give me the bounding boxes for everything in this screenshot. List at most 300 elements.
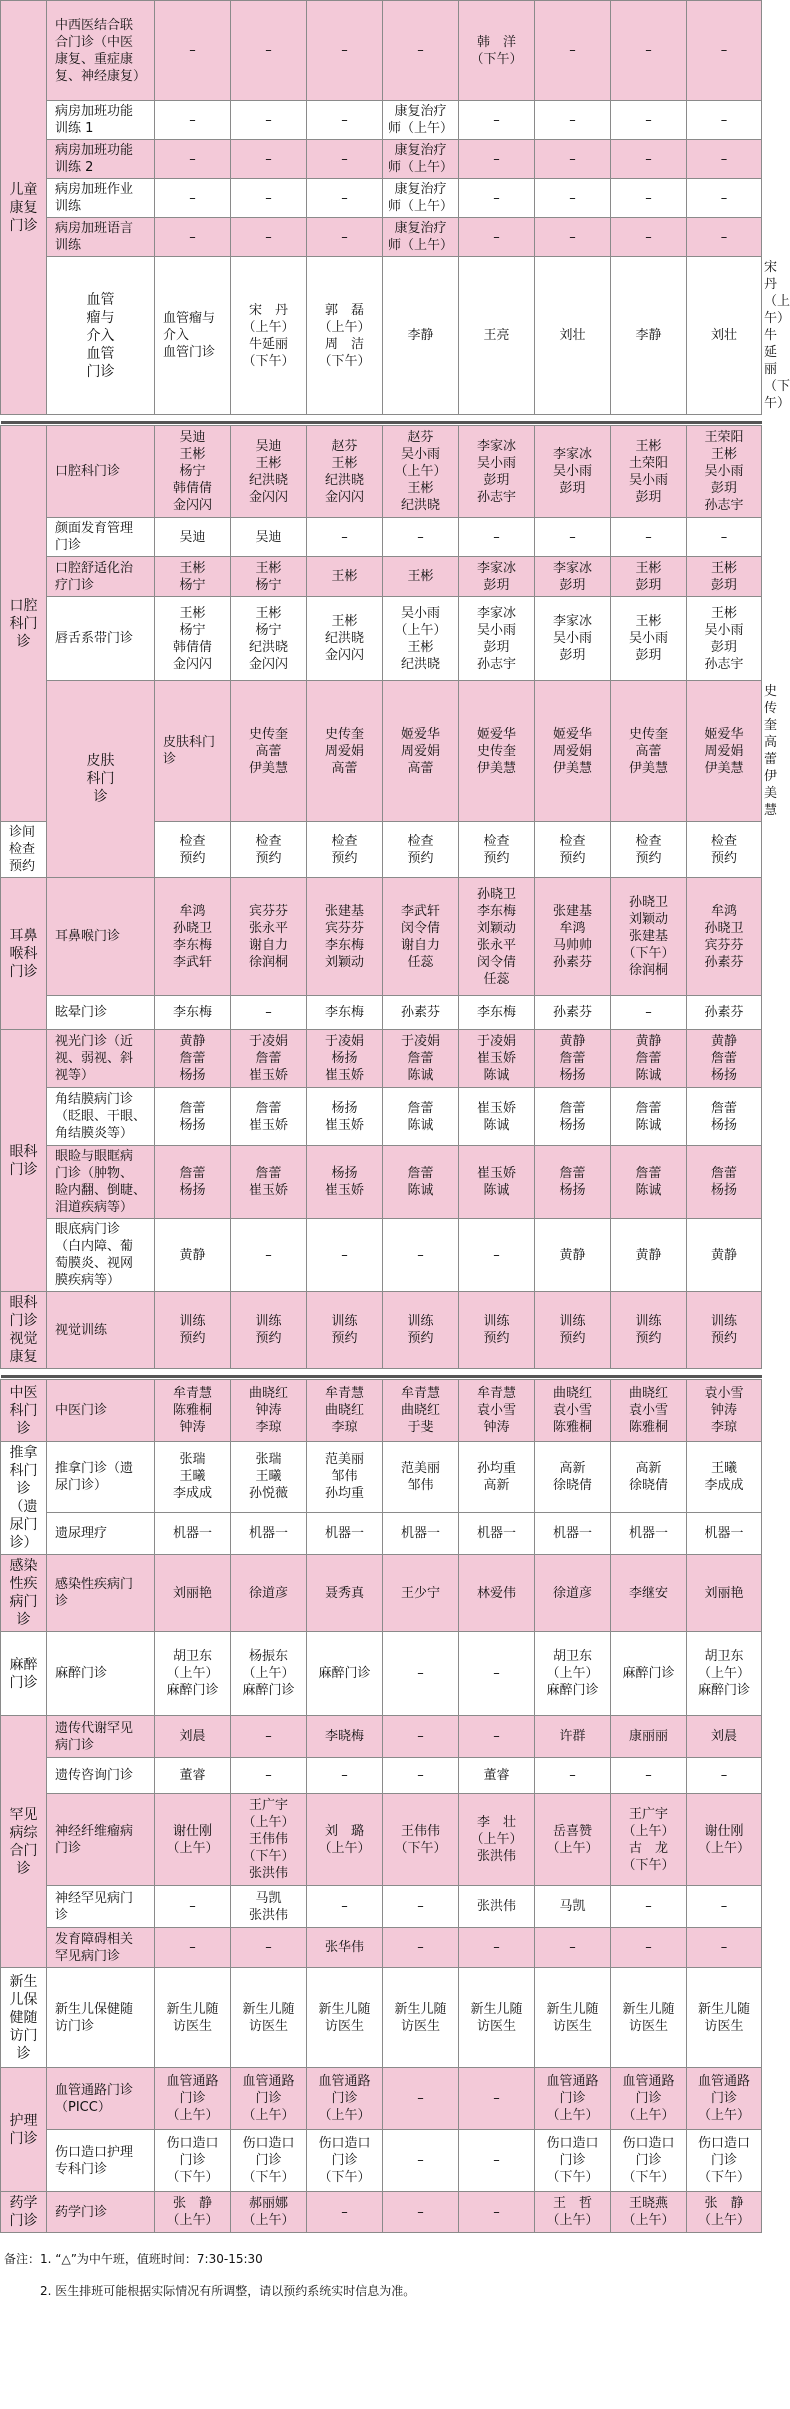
- clinic-name-cell: 口腔科门诊: [47, 426, 155, 518]
- schedule-row: [1, 1632, 762, 1716]
- schedule-cell: –: [231, 1, 307, 101]
- schedule-cell: –: [383, 1, 459, 101]
- schedule-cell: 伤口造口 门诊 （下午）: [687, 2130, 762, 2192]
- schedule-cell: –: [535, 101, 611, 140]
- schedule-cell: 新生儿随 访医生: [687, 1968, 762, 2068]
- schedule-cell: 范美丽 邹伟: [383, 1442, 459, 1513]
- schedule-cell: 史传奎 高蕾 伊美慧: [611, 681, 687, 822]
- schedule-cell: 机器一: [155, 1512, 231, 1554]
- schedule-cell: –: [535, 518, 611, 557]
- schedule-cell: 詹蕾 陈诚: [611, 1088, 687, 1146]
- schedule-cell: –: [155, 218, 231, 257]
- schedule-cell: 吴迪 王彬 杨宁 韩倩倩 金闪闪: [155, 426, 231, 518]
- clinic-name-cell: 神经罕见病门 诊: [47, 1886, 155, 1928]
- schedule-cell: 于凌娟 杨扬 崔玉娇: [307, 1030, 383, 1088]
- schedule-cell: 孙晓卫 刘颖动 张建基 （下午） 徐润桐: [611, 878, 687, 996]
- schedule-cell: 马凯 张洪伟: [231, 1886, 307, 1928]
- schedule-cell: 李家冰 彭玥: [535, 557, 611, 597]
- schedule-cell: 胡卫东 （上午） 麻醉门诊: [155, 1632, 231, 1716]
- schedule-cell: –: [231, 179, 307, 218]
- schedule-cell: –: [307, 1, 383, 101]
- schedule-cell: 牟青慧 曲晓红 于斐: [383, 1380, 459, 1442]
- schedule-cell: 于凌娟 崔玉娇 陈诚: [459, 1030, 535, 1088]
- schedule-cell: 张瑞 王曦 孙悦薇: [231, 1442, 307, 1513]
- schedule-cell: 训练 预约: [687, 1292, 762, 1369]
- schedule-cell: –: [459, 2130, 535, 2192]
- schedule-row: [1, 1088, 762, 1146]
- schedule-cell: –: [687, 179, 762, 218]
- schedule-row: [1, 1380, 762, 1442]
- schedule-cell: 孙素芬: [535, 996, 611, 1030]
- schedule-cell: –: [687, 1, 762, 101]
- schedule-cell: 袁小雪 钟涛 李琼: [687, 1380, 762, 1442]
- schedule-cell: –: [611, 218, 687, 257]
- schedule-cell: 血管通路 门诊 （上午）: [535, 2068, 611, 2130]
- schedule-cell: –: [231, 1758, 307, 1794]
- schedule-cell: 史传奎 周爱娟 高蕾: [307, 681, 383, 822]
- section-separator: [1, 415, 762, 426]
- schedule-cell: –: [383, 2130, 459, 2192]
- schedule-cell: 徐道彦: [231, 1555, 307, 1632]
- schedule-cell: –: [459, 179, 535, 218]
- schedule-cell: –: [231, 1219, 307, 1292]
- schedule-cell: 李家冰 吴小雨 彭玥 孙志宇: [459, 426, 535, 518]
- schedule-cell: –: [383, 2068, 459, 2130]
- schedule-cell: 牟青慧 袁小雪 钟涛: [459, 1380, 535, 1442]
- schedule-cell: 高新 徐晓倩: [611, 1442, 687, 1513]
- schedule-cell: 黄静: [535, 1219, 611, 1292]
- schedule-cell: 麻醉门诊: [307, 1632, 383, 1716]
- clinic-name-cell: 病房加班功能 训练 1: [47, 101, 155, 140]
- schedule-cell: 郝丽娜 （上午）: [231, 2192, 307, 2233]
- schedule-cell: –: [611, 140, 687, 179]
- clinic-name-cell: 眼睑与眼眶病 门诊（肿物、 睑内翻、倒睫、 泪道疾病等）: [47, 1146, 155, 1219]
- schedule-cell: 董睿: [155, 1758, 231, 1794]
- schedule-cell: 张 静 （上午）: [155, 2192, 231, 2233]
- schedule-cell: –: [459, 101, 535, 140]
- schedule-cell: 伤口造口 门诊 （下午）: [535, 2130, 611, 2192]
- schedule-cell: 新生儿随 访医生: [535, 1968, 611, 2068]
- clinic-name-cell: 病房加班作业 训练: [47, 179, 155, 218]
- schedule-row: [1, 597, 762, 681]
- schedule-cell: –: [459, 2068, 535, 2130]
- schedule-cell: 聂秀真: [307, 1555, 383, 1632]
- schedule-cell: –: [383, 1219, 459, 1292]
- schedule-cell: –: [383, 1928, 459, 1968]
- schedule-cell: 李 壮 （上午） 张洪伟: [459, 1794, 535, 1886]
- schedule-row: [1, 557, 762, 597]
- footnote-2: 2. 医生排班可能根据实际情况有所调整，请以预约系统实时信息为准。: [40, 2284, 416, 2298]
- schedule-row: 皮肤 科门 诊 皮肤科门诊 史传奎 高蕾 伊美慧 史传奎 周爱娟 高蕾 姬爱华 周爱娟 高蕾 姬爱华 史传奎 伊美慧 姬爱华 周爱娟 伊美慧 史传奎 高蕾 伊美慧 姬爱华 周爱娟 伊美慧 史传奎 高蕾 伊美慧: [1, 681, 762, 822]
- schedule-row: [1, 1, 762, 101]
- section-separator: [1, 1369, 762, 1380]
- schedule-cell: 谢仕刚 （上午）: [155, 1794, 231, 1886]
- schedule-row: [1, 1716, 762, 1758]
- schedule-cell: 康复治疗 师（上午）: [383, 140, 459, 179]
- schedule-cell: 詹蕾 杨扬: [155, 1088, 231, 1146]
- schedule-cell: 刘晨: [687, 1716, 762, 1758]
- schedule-row: [1, 878, 762, 996]
- schedule-cell: 王彬 吴小雨 彭玥 孙志宇: [687, 597, 762, 681]
- schedule-cell: –: [687, 1886, 762, 1928]
- schedule-cell: 新生儿随 访医生: [459, 1968, 535, 2068]
- schedule-cell: 刘丽艳: [687, 1555, 762, 1632]
- schedule-cell: 孙均重 高新: [459, 1442, 535, 1513]
- schedule-cell: 李晓梅: [307, 1716, 383, 1758]
- clinic-name-cell: 遗传咨询门诊: [47, 1758, 155, 1794]
- schedule-cell: 姬爱华 周爱娟 高蕾: [383, 681, 459, 822]
- schedule-cell: 王荣阳 王彬 吴小雨 彭玥 孙志宇: [687, 426, 762, 518]
- schedule-cell: –: [611, 179, 687, 218]
- schedule-cell: 詹蕾 杨扬: [535, 1088, 611, 1146]
- schedule-cell: –: [611, 1, 687, 101]
- clinic-name-cell: 眩晕门诊: [47, 996, 155, 1030]
- schedule-cell: 刘壮: [687, 257, 762, 415]
- schedule-row: [1, 1886, 762, 1928]
- department-cell: 眼科 门诊 视觉 康复: [1, 1292, 47, 1369]
- schedule-row: [1, 2192, 762, 2233]
- schedule-cell: 姬爱华 周爱娟 伊美慧: [687, 681, 762, 822]
- schedule-cell: 机器一: [307, 1512, 383, 1554]
- schedule-cell: 王彬: [307, 557, 383, 597]
- schedule-cell: 曲晓红 袁小雪 陈雅桐: [535, 1380, 611, 1442]
- schedule-cell: 胡卫东 （上午） 麻醉门诊: [535, 1632, 611, 1716]
- schedule-cell: –: [231, 1928, 307, 1968]
- schedule-cell: 黄静 詹蕾 杨扬: [155, 1030, 231, 1088]
- schedule-cell: 训练 预约: [307, 1292, 383, 1369]
- clinic-name-cell: 中医门诊: [47, 1380, 155, 1442]
- schedule-cell: 机器一: [231, 1512, 307, 1554]
- schedule-row: [1, 1030, 762, 1088]
- clinic-name-cell: 唇舌系带门诊: [47, 597, 155, 681]
- clinic-name-cell: 神经纤维瘤病 门诊: [47, 1794, 155, 1886]
- schedule-cell: –: [687, 1758, 762, 1794]
- schedule-cell: 史传奎 高蕾 伊美慧: [231, 681, 307, 822]
- schedule-cell: –: [611, 1886, 687, 1928]
- schedule-row: [1, 218, 762, 257]
- schedule-cell: –: [155, 1, 231, 101]
- schedule-cell: 詹蕾 陈诚: [611, 1146, 687, 1219]
- schedule-row: [1, 1758, 762, 1794]
- schedule-cell: –: [611, 996, 687, 1030]
- schedule-cell: –: [307, 518, 383, 557]
- schedule-cell: 范美丽 邹伟 孙均重: [307, 1442, 383, 1513]
- schedule-cell: –: [687, 101, 762, 140]
- schedule-cell: 林爱伟: [459, 1555, 535, 1632]
- department-cell: 皮肤 科门 诊: [47, 681, 155, 878]
- schedule-cell: 刘晨: [155, 1716, 231, 1758]
- department-cell: 儿童 康复 门诊: [1, 1, 47, 415]
- schedule-cell: –: [459, 140, 535, 179]
- schedule-cell: –: [611, 101, 687, 140]
- schedule-cell: –: [307, 1758, 383, 1794]
- schedule-row: [1, 1928, 762, 1968]
- schedule-cell: 王广宇 （上午） 王伟伟 （下午） 张洪伟: [231, 1794, 307, 1886]
- schedule-row: [1, 1968, 762, 2068]
- department-cell: 眼科 门诊: [1, 1030, 47, 1292]
- schedule-cell: 李静: [611, 257, 687, 415]
- schedule-cell: 机器一: [535, 1512, 611, 1554]
- department-cell: 推拿 科门 诊 （遗 尿门 诊）: [1, 1442, 47, 1555]
- schedule-row: [1, 140, 762, 179]
- clinic-name-cell: 眼底病门诊 （白内障、葡 萄膜炎、视网 膜疾病等）: [47, 1219, 155, 1292]
- department-cell: 麻醉 门诊: [1, 1632, 47, 1716]
- schedule-cell: 训练 预约: [231, 1292, 307, 1369]
- schedule-cell: 李家冰 吴小雨 彭玥: [535, 426, 611, 518]
- schedule-cell: 于凌娟 詹蕾 陈诚: [383, 1030, 459, 1088]
- footnote-1: 备注：1. “△”为中午班，值班时间：7:30-15:30: [4, 2252, 263, 2266]
- department-cell: 感染 性疾 病门 诊: [1, 1555, 47, 1632]
- schedule-cell: 机器一: [459, 1512, 535, 1554]
- schedule-cell: 宾芬芬 张永平 谢自力 徐润桐: [231, 878, 307, 996]
- schedule-cell: –: [383, 1758, 459, 1794]
- schedule-cell: 詹蕾 杨扬: [687, 1146, 762, 1219]
- schedule-row: [1, 179, 762, 218]
- schedule-cell: 徐道彦: [535, 1555, 611, 1632]
- schedule-cell: 许群: [535, 1716, 611, 1758]
- department-cell: 药学 门诊: [1, 2192, 47, 2233]
- schedule-cell: 于凌娟 詹蕾 崔玉娇: [231, 1030, 307, 1088]
- schedule-cell: 王彬 杨宁 韩倩倩 金闪闪: [155, 597, 231, 681]
- schedule-row: [1, 2068, 762, 2130]
- schedule-cell: 康复治疗 师（上午）: [383, 218, 459, 257]
- schedule-cell: 机器一: [383, 1512, 459, 1554]
- schedule-cell: 王彬 彭玥: [611, 557, 687, 597]
- schedule-cell: 王彬 彭玥: [687, 557, 762, 597]
- schedule-cell: 机器一: [611, 1512, 687, 1554]
- schedule-row: [1, 996, 762, 1030]
- schedule-cell: 血管通路 门诊 （上午）: [155, 2068, 231, 2130]
- schedule-cell: 赵芬 吴小雨 （上午） 王彬 纪洪晓: [383, 426, 459, 518]
- schedule-cell: 血管通路 门诊 （上午）: [231, 2068, 307, 2130]
- schedule-cell: 高新 徐晓倩: [535, 1442, 611, 1513]
- schedule-cell: 王亮: [459, 257, 535, 415]
- schedule-cell: 王彬 吴小雨 彭玥: [611, 597, 687, 681]
- schedule-cell: –: [307, 1219, 383, 1292]
- schedule-cell: 杨扬 崔玉娇: [307, 1146, 383, 1219]
- schedule-cell: 曲晓红 袁小雪 陈雅桐: [611, 1380, 687, 1442]
- clinic-name-cell: 药学门诊: [47, 2192, 155, 2233]
- schedule-cell: –: [611, 1928, 687, 1968]
- schedule-cell: 黄静 詹蕾 杨扬: [535, 1030, 611, 1088]
- schedule-row: [1, 1512, 762, 1554]
- schedule-cell: 王彬 杨宁: [231, 557, 307, 597]
- schedule-cell: 李东梅: [155, 996, 231, 1030]
- schedule-row: [1, 426, 762, 518]
- schedule-cell: 王 哲 （上午）: [535, 2192, 611, 2233]
- schedule-cell: 詹蕾 杨扬: [687, 1088, 762, 1146]
- schedule-cell: 训练 预约: [611, 1292, 687, 1369]
- schedule-cell: –: [383, 1886, 459, 1928]
- schedule-row: 血管 瘤与 介入 血管 门诊 血管瘤与介入 血管门诊 宋 丹 （上午） 牛延丽 （下午） 郭 磊 （上午） 周 洁 （下午） 李静 王亮 刘壮 李静 刘壮 宋 丹 （上午） 牛延丽 （下午）: [1, 257, 762, 415]
- schedule-row: [1, 2130, 762, 2192]
- schedule-cell: 李静: [383, 257, 459, 415]
- footnotes: [0, 2233, 761, 2315]
- schedule-cell: 新生儿随 访医生: [155, 1968, 231, 2068]
- clinic-name-cell: 血管通路门诊 （PICC）: [47, 2068, 155, 2130]
- schedule-cell: –: [687, 1928, 762, 1968]
- schedule-cell: –: [687, 218, 762, 257]
- schedule-cell: 王晓燕 （上午）: [611, 2192, 687, 2233]
- schedule-cell: 詹蕾 陈诚: [383, 1146, 459, 1219]
- clinic-name-cell: 血管瘤与介入 血管门诊: [155, 257, 231, 415]
- schedule-cell: 董睿: [459, 1758, 535, 1794]
- clinic-name-cell: 新生儿保健随 访门诊: [47, 1968, 155, 2068]
- schedule-cell: 新生儿随 访医生: [231, 1968, 307, 2068]
- schedule-cell: –: [155, 1886, 231, 1928]
- schedule-cell: 黄静: [611, 1219, 687, 1292]
- schedule-cell: 杨振东 （上午） 麻醉门诊: [231, 1632, 307, 1716]
- schedule-cell: 训练 预约: [383, 1292, 459, 1369]
- schedule-cell: 胡卫东 （上午） 麻醉门诊: [687, 1632, 762, 1716]
- schedule-cell: 检查 预约: [307, 822, 383, 878]
- schedule-cell: –: [459, 1716, 535, 1758]
- schedule-cell: –: [459, 2192, 535, 2233]
- schedule-cell: 张洪伟: [459, 1886, 535, 1928]
- schedule-cell: –: [459, 1632, 535, 1716]
- schedule-cell: 宋 丹 （上午） 牛延丽 （下午）: [231, 257, 307, 415]
- schedule-row: [1, 1146, 762, 1219]
- schedule-cell: –: [155, 179, 231, 218]
- schedule-cell: –: [307, 218, 383, 257]
- schedule-cell: –: [307, 1886, 383, 1928]
- schedule-cell: –: [535, 1758, 611, 1794]
- schedule-cell: 黄静 詹蕾 陈诚: [611, 1030, 687, 1088]
- schedule-cell: 王彬 土荣阳 吴小雨 彭玥: [611, 426, 687, 518]
- schedule-cell: 血管通路 门诊 （上午）: [611, 2068, 687, 2130]
- schedule-cell: 郭 磊 （上午） 周 洁 （下午）: [307, 257, 383, 415]
- schedule-cell: –: [231, 996, 307, 1030]
- clinic-name-cell: 病房加班语言 训练: [47, 218, 155, 257]
- department-cell: 血管 瘤与 介入 血管 门诊: [47, 257, 155, 415]
- schedule-cell: 李东梅: [459, 996, 535, 1030]
- clinic-name-cell: 遗传代谢罕见 病门诊: [47, 1716, 155, 1758]
- schedule-cell: 谢仕刚 （上午）: [687, 1794, 762, 1886]
- schedule-cell: –: [155, 1928, 231, 1968]
- schedule-cell: 李武轩 闵令倩 谢自力 任蕊: [383, 878, 459, 996]
- schedule-cell: –: [535, 140, 611, 179]
- schedule-cell: –: [383, 1716, 459, 1758]
- schedule-cell: 姬爱华 史传奎 伊美慧: [459, 681, 535, 822]
- schedule-cell: 新生儿随 访医生: [611, 1968, 687, 2068]
- clinic-name-cell: 诊间检查预约: [1, 822, 47, 878]
- schedule-cell: –: [307, 179, 383, 218]
- schedule-cell: 血管通路 门诊 （上午）: [687, 2068, 762, 2130]
- schedule-cell: 刘丽艳: [155, 1555, 231, 1632]
- schedule-cell: –: [307, 2192, 383, 2233]
- schedule-cell: –: [231, 140, 307, 179]
- schedule-cell: 黄静: [155, 1219, 231, 1292]
- clinic-name-cell: 耳鼻喉门诊: [47, 878, 155, 996]
- schedule-cell: 刘 璐 （上午）: [307, 1794, 383, 1886]
- schedule-cell: 黄静: [687, 1219, 762, 1292]
- schedule-row: [1, 1219, 762, 1292]
- schedule-cell: 孙晓卫 李东梅 刘颖动 张永平 闵令倩 任蕊: [459, 878, 535, 996]
- clinic-name-cell: 视光门诊（近 视、弱视、斜 视等）: [47, 1030, 155, 1088]
- clinic-name-cell: 中西医结合联 合门诊（中医 康复、重症康 复、神经康复）: [47, 1, 155, 101]
- schedule-cell: 王广宇 （上午） 古 龙 （下午）: [611, 1794, 687, 1886]
- schedule-cell: 新生儿随 访医生: [383, 1968, 459, 2068]
- schedule-cell: 张华伟: [307, 1928, 383, 1968]
- schedule-cell: –: [231, 1716, 307, 1758]
- schedule-cell: 检查 预约: [383, 822, 459, 878]
- schedule-cell: 詹蕾 崔玉娇: [231, 1146, 307, 1219]
- schedule-cell: –: [383, 518, 459, 557]
- schedule-cell: –: [383, 1632, 459, 1716]
- schedule-cell: 刘壮: [535, 257, 611, 415]
- schedule-row: [1, 1555, 762, 1632]
- schedule-cell: 张建基 宾芬芬 李东梅 刘颖动: [307, 878, 383, 996]
- schedule-cell: 李家冰 吴小雨 彭玥: [535, 597, 611, 681]
- department-cell: 新生 儿保 健随 访门 诊: [1, 1968, 47, 2068]
- schedule-cell: 王彬 杨宁 纪洪晓 金闪闪: [231, 597, 307, 681]
- schedule-cell: 王彬 杨宁: [155, 557, 231, 597]
- department-cell: 罕见 病综 合门 诊: [1, 1716, 47, 1968]
- schedule-cell: 检查 预约: [687, 822, 762, 878]
- schedule-row: [1, 1794, 762, 1886]
- schedule-cell: 检查 预约: [535, 822, 611, 878]
- department-cell: 口腔 科门 诊: [1, 426, 47, 822]
- schedule-cell: 姬爱华 周爱娟 伊美慧: [535, 681, 611, 822]
- schedule-cell: 训练 预约: [459, 1292, 535, 1369]
- clinic-name-cell: 病房加班功能 训练 2: [47, 140, 155, 179]
- schedule-cell: 训练 预约: [535, 1292, 611, 1369]
- schedule-cell: 李家冰 吴小雨 彭玥 孙志宇: [459, 597, 535, 681]
- schedule-cell: 张瑞 王曦 李成成: [155, 1442, 231, 1513]
- schedule-cell: 张建基 牟鸿 马帅帅 孙素芬: [535, 878, 611, 996]
- schedule-cell: 检查 预约: [611, 822, 687, 878]
- schedule-cell: 牟青慧 曲晓红 李琼: [307, 1380, 383, 1442]
- schedule-cell: 王彬: [383, 557, 459, 597]
- clinic-name-cell: 视觉训练: [47, 1292, 155, 1369]
- clinic-name-cell: 感染性疾病门 诊: [47, 1555, 155, 1632]
- schedule-cell: –: [535, 218, 611, 257]
- clinic-name-cell: 发育障碍相关 罕见病门诊: [47, 1928, 155, 1968]
- schedule-cell: 伤口造口 门诊 （下午）: [155, 2130, 231, 2192]
- schedule-cell: 机器一: [687, 1512, 762, 1554]
- clinic-name-cell: 口腔舒适化治 疗门诊: [47, 557, 155, 597]
- clinic-name-cell: 推拿门诊（遗 尿门诊）: [47, 1442, 155, 1513]
- schedule-cell: –: [535, 1928, 611, 1968]
- schedule-cell: 新生儿随 访医生: [307, 1968, 383, 2068]
- schedule-cell: 李家冰 彭玥: [459, 557, 535, 597]
- schedule-cell: –: [687, 518, 762, 557]
- clinic-name-cell: 麻醉门诊: [47, 1632, 155, 1716]
- schedule-cell: 王少宁: [383, 1555, 459, 1632]
- schedule-cell: 训练 预约: [155, 1292, 231, 1369]
- schedule-cell: –: [459, 1928, 535, 1968]
- schedule-cell: 张 静 （上午）: [687, 2192, 762, 2233]
- schedule-cell: –: [231, 218, 307, 257]
- schedule-cell: 伤口造口 门诊 （下午）: [231, 2130, 307, 2192]
- schedule-cell: 牟青慧 陈雅桐 钟涛: [155, 1380, 231, 1442]
- schedule-row: [1, 1442, 762, 1513]
- schedule-cell: 康复治疗 师（上午）: [383, 179, 459, 218]
- schedule-cell: 牟鸿 孙晓卫 宾芬芬 孙素芬: [687, 878, 762, 996]
- department-cell: 护理 门诊: [1, 2068, 47, 2192]
- schedule-cell: 詹蕾 崔玉娇: [231, 1088, 307, 1146]
- schedule-cell: 韩 洋 （下午）: [459, 1, 535, 101]
- clinic-name-cell: 遗尿理疗: [47, 1512, 155, 1554]
- schedule-cell: –: [383, 2192, 459, 2233]
- schedule-cell: –: [535, 1, 611, 101]
- schedule-cell: 康复治疗 师（上午）: [383, 101, 459, 140]
- schedule-cell: 吴小雨 （上午） 王彬 纪洪晓: [383, 597, 459, 681]
- schedule-cell: 检查 预约: [231, 822, 307, 878]
- schedule-cell: 吴迪 王彬 纪洪晓 金闪闪: [231, 426, 307, 518]
- schedule-cell: 牟鸿 孙晓卫 李东梅 李武轩: [155, 878, 231, 996]
- schedule-cell: 伤口造口 门诊 （下午）: [611, 2130, 687, 2192]
